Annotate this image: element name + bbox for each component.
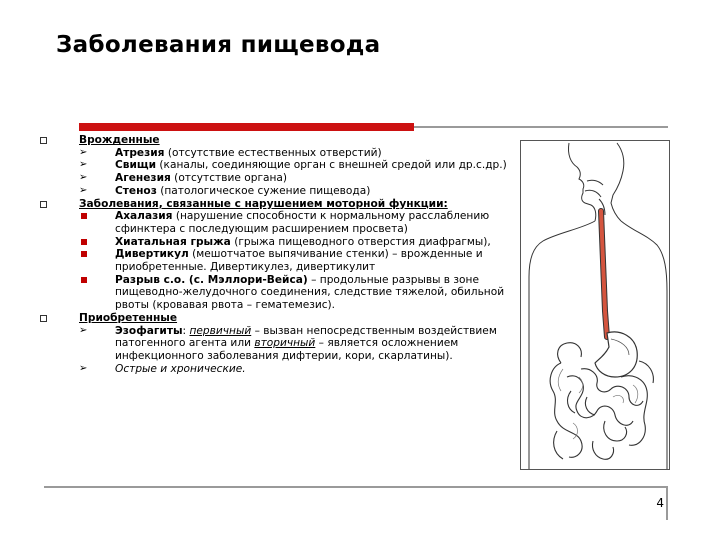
item-term: Атрезия xyxy=(115,146,165,159)
list-item xyxy=(79,248,520,273)
list-item xyxy=(79,210,520,235)
list-item xyxy=(79,274,520,312)
list-item xyxy=(79,236,520,249)
item-text: (отсутствие органа) xyxy=(170,172,288,185)
square-bullet-icon xyxy=(40,315,47,322)
item-text: (грыжа пищеводного отверстия диафрагмы), xyxy=(230,235,491,248)
item-term: Хиатальная грыжа xyxy=(115,235,231,248)
section-heading: Приобретенные xyxy=(79,311,178,324)
section-acquired xyxy=(40,312,520,376)
section-congenital xyxy=(40,134,520,198)
item-text: (патологическое сужение пищевода) xyxy=(156,184,371,197)
item-term: Ахалазия xyxy=(115,210,173,223)
list-item xyxy=(79,159,520,172)
section-heading: Заболевания, связанные с нарушением моторной функции: xyxy=(79,197,448,210)
arrow-bullet-icon: ➢ xyxy=(79,362,88,374)
footer-corner-line xyxy=(666,488,668,520)
item-term: Стеноз xyxy=(115,184,157,197)
arrow-bullet-icon: ➢ xyxy=(79,172,88,184)
section-motor-function xyxy=(40,198,520,312)
footer-divider-line xyxy=(44,486,668,488)
list-item xyxy=(79,325,520,363)
item-term: Агенезия xyxy=(115,172,171,185)
digestive-system-illustration xyxy=(520,140,670,470)
square-bullet-icon xyxy=(40,201,47,208)
item-emphasis: вторичный xyxy=(254,337,316,350)
title-accent-bar xyxy=(79,123,414,131)
arrow-bullet-icon: ➢ xyxy=(79,184,88,196)
arrow-bullet-icon: ➢ xyxy=(79,324,88,336)
slide-title: Заболевания пищевода xyxy=(56,32,381,58)
arrow-bullet-icon: ➢ xyxy=(79,146,88,158)
item-text: (отсутствие естественных отверстий) xyxy=(164,146,382,159)
content-body xyxy=(40,134,520,375)
item-term: Разрыв с.о. (с. Мэллори-Вейса) xyxy=(115,273,308,286)
page-number: 4 xyxy=(656,496,664,510)
item-text: (нарушение способности к нормальному расслаблению сфинктера с последующим расширением просвета) xyxy=(115,210,490,235)
item-text: – продольные разрывы в зоне пищеводно-желудочного соединения, следствие тяжелой, обильной рвоты (кровавая рвота – гематемезис). xyxy=(115,273,505,312)
list-item xyxy=(79,185,520,198)
list-item xyxy=(79,363,520,376)
item-term: Свищи xyxy=(115,159,157,172)
item-term: Эзофагиты xyxy=(115,324,183,337)
title-divider-line xyxy=(414,126,668,128)
item-term: Дивертикул xyxy=(115,248,189,261)
digestive-system-icon xyxy=(521,141,669,469)
item-text: : xyxy=(182,324,190,337)
item-text: (мешотчатое выпячивание стенки) – врожденные и приобретенные. Дивертикулез, дивертикулит xyxy=(115,248,483,274)
list-item xyxy=(79,172,520,185)
item-text: – является осложнением инфекционного заболевания дифтерии, кори, скарлатины). xyxy=(115,337,459,362)
item-text: Острые и хронические. xyxy=(115,362,246,375)
square-bullet-icon xyxy=(40,137,47,144)
item-text: (каналы, соединяющие орган с внешней средой или др.с.др.) xyxy=(156,159,507,172)
item-text: – вызван непосредственным воздействием патогенного агента или xyxy=(115,324,497,350)
section-heading: Врожденные xyxy=(79,134,160,146)
arrow-bullet-icon: ➢ xyxy=(79,159,88,171)
item-emphasis: первичный xyxy=(189,324,252,337)
list-item xyxy=(79,147,520,160)
